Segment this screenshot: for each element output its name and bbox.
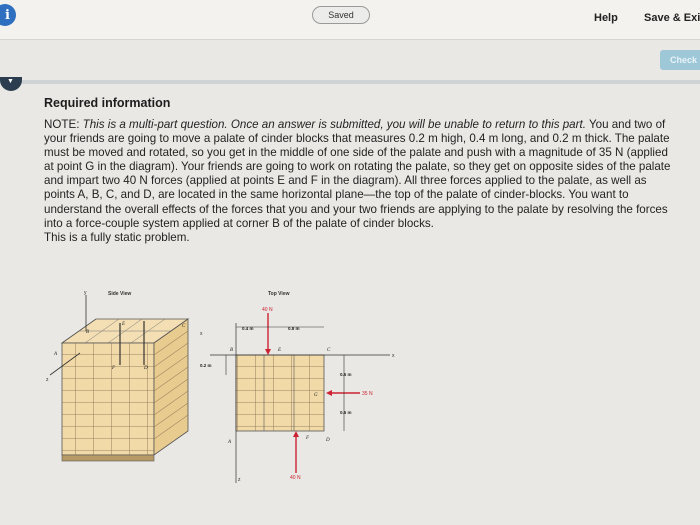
top-label-A: A — [228, 440, 232, 445]
help-button[interactable]: Help — [594, 12, 618, 24]
top-force-label: 40 N — [262, 307, 273, 313]
note-italic-text: This is a multi-part question. Once an answer is submitted, you will be unable to return to this part. — [82, 118, 586, 131]
side-label-D: D — [144, 366, 148, 371]
static-note: This is a fully static problem. — [44, 230, 190, 244]
side-label-C: C — [182, 324, 186, 329]
check-button[interactable]: Check — [660, 50, 700, 70]
dim-05b-label: 0.5 m — [340, 410, 352, 415]
note-prefix: NOTE: — [44, 118, 83, 131]
top-label-B: B — [230, 348, 234, 353]
bottom-force-label: 40 N — [290, 475, 301, 481]
top-bar — [0, 0, 700, 40]
question-content — [44, 96, 684, 245]
save-exit-button[interactable]: Save & Exi — [644, 12, 700, 24]
dim-05a-label: 0.5 m — [340, 372, 352, 377]
side-view-cube — [62, 319, 188, 461]
problem-text: You and two of your friends are going to move a palate of cinder blocks that measures 0.2 m high, 0.4 m long, and 0.2 m thick. The palate must be moved and rotated, so you get in the middle of one side of the palate and push with a magnitude of 35 N (applied at point G in the diagram). Your friends are going to work on rotating the palate, so they get on opposite sides of the palate and impart two 40 N forces (applied at points E and F in the diagram). All three forces applied to the palate, as well as points A, B, C, and D, are located in the same horizontal plane—the top of the palate of cinder-blocks. You want to understand the overall effects of the forces that you and your two friends are applying to the palate by resolving the forces into a force-couple system applied at corner B of the palate of cinder blocks. — [44, 118, 671, 230]
side-force-label: 35 N — [362, 391, 373, 397]
dim-02-label: 0.2 m — [200, 363, 212, 368]
axis-z-label: z — [46, 377, 49, 383]
top-view-grid — [236, 355, 324, 431]
panel-divider — [0, 80, 700, 84]
side-label-B: B — [86, 330, 90, 335]
top-label-C: C — [327, 348, 331, 353]
dim-08-label: 0.8 m — [288, 326, 300, 331]
info-icon[interactable]: i — [0, 4, 16, 26]
dim-04-label: 0.4 m — [242, 326, 254, 331]
saved-status-badge: Saved — [312, 6, 370, 24]
side-label-E: E — [122, 322, 126, 327]
side-view-label: Side View — [108, 291, 132, 297]
top-label-F: F — [306, 436, 310, 441]
axis-y-label: y — [84, 290, 87, 296]
top-label-G: G — [314, 393, 318, 398]
top-label-D: D — [326, 438, 330, 443]
top-label-z: z — [238, 477, 241, 483]
palate-diagram — [40, 283, 420, 483]
side-label-x: x — [200, 331, 203, 337]
side-label-A: A — [54, 352, 58, 357]
top-view-label: Top View — [268, 291, 290, 297]
chevron-down-icon: ▼ — [7, 78, 14, 85]
problem-statement — [44, 118, 674, 231]
side-label-F: F — [112, 366, 116, 371]
top-label-x: x — [392, 353, 395, 359]
top-label-E: E — [278, 348, 282, 353]
required-info-heading: Required information — [44, 96, 171, 110]
